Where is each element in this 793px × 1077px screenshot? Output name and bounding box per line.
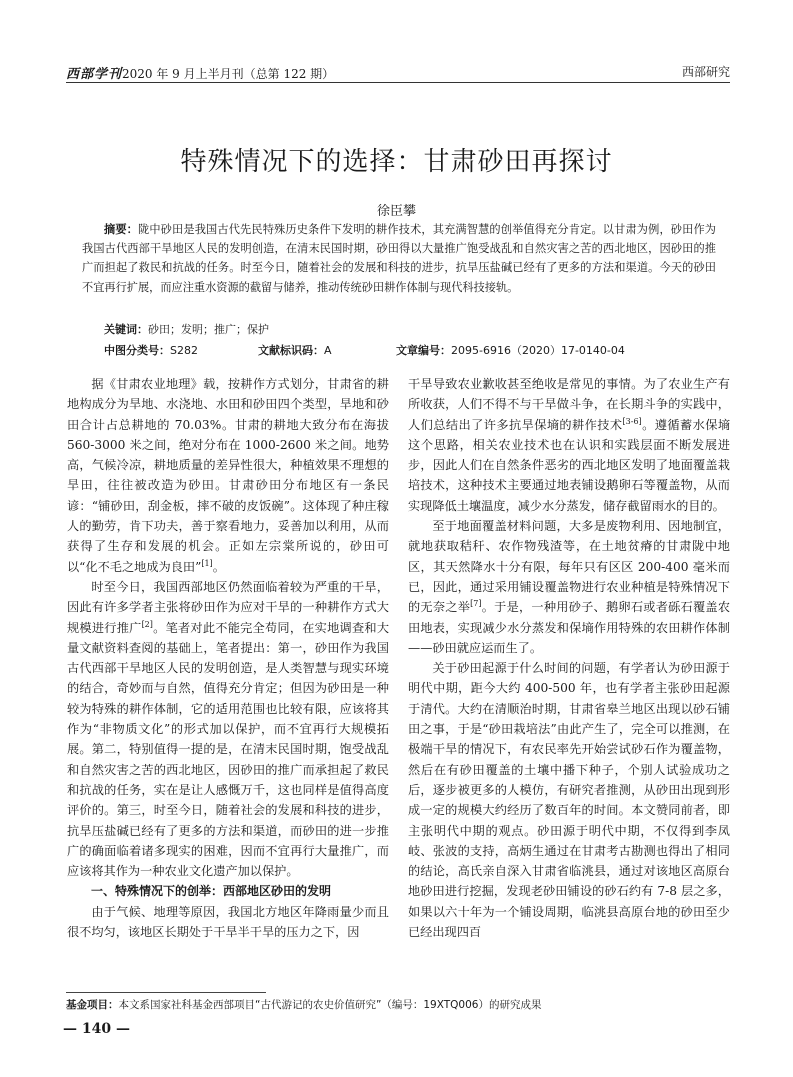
abstract-text: 陇中砂田是我国古代先民特殊历史条件下发明的耕作技术，其充满智慧的创举值得充分肯定。以甘肃为例，砂田作为我国古代西部干旱地区人民的发明创造，在清末民国时期，砂田得以大量推广饱受战乱和自然灾害之苦的西北地区，因砂田的推广而担起了救民和抗战的任务。时至今日，随着社会的发展和科技的进步，抗旱压盐碱已经有了更多的方法和渠道。今天的砂田不宜再行扩展，而应注重水资源的截留与储养，推动传统砂田耕作体制与现代科技接轨。 (82, 223, 716, 294)
article-label: 文章编号： (396, 344, 451, 357)
section-heading: 一、特殊情况下的创举：西部地区砂田的发明 (91, 884, 332, 899)
left-column (67, 374, 389, 942)
paragraph (67, 374, 389, 577)
clc-label: 中图分类号： (104, 344, 170, 357)
footnote-label: 基金项目： (66, 999, 119, 1011)
doc-label: 文献标识码： (258, 344, 324, 357)
paragraph-text: 关于砂田起源于什么时间的问题，有学者认为砂田源于明代中期，距今大约 400-500 年，也有学者主张砂田起源于清代。大约在清顺治时期，甘肃省皋兰地区出现以砂石铺田之事，于是“砂田栽培法”由此产生了，完全可以推测，在极端干旱的情况下，有农民率先开始尝试砂石作为覆盖物，然后在有砂田覆盖的土壤中播下种子，个别人试验成功之后，逐步被更多的人模仿，有研究者推测，从砂田出现到形成一定的规模大约经历了数百年的时间。本文赞同前者，即主张明代中期的观点。砂田源于明代中期，不仅得到李凤岐、张波的支持，高炳生通过在甘肃考古勘测也得出了相同的结论，高氏亲自深入甘肃省临洮县，通过对该地区高原台地砂田进行挖掘，发现老砂田铺设的砂石约有 7-8 层之多，如果以六十年为一个铺设周期，临洮县高原台地的砂田至少已经出现四百 (408, 661, 730, 940)
paragraph (67, 902, 389, 943)
header-left (66, 63, 334, 82)
issue-info: 2020 年 9 月上半月刊（总第 122 期） (122, 67, 335, 81)
paragraph-text: 据《甘肃农业地理》载，按耕作方式划分，甘肃省的耕地构成分为旱地、水浇地、水田和砂田四个类型，旱地和砂田合计占总耕地的 70.03%。甘肃的耕地大致分布在海拔 560-3000 米之间，绝对分布在 1000-2600 米之间。地势高，气候冷凉，耕地质量的差异性很大，种植效果不理想的旱田，往往被改造为砂田。甘肃砂田分布地区有一条民谚：“铺砂田，刮金板，摔不破的皮饭碗”。这体现了种庄稼人的勤劳，肯下功夫，善于察看地力，妥善加以利用，从而获得了生存和发展的机会。正如左宗棠所说的，砂田可以“化不毛之地成为良田” (67, 377, 389, 574)
running-header (66, 60, 730, 83)
article-meta (104, 342, 724, 358)
paragraph (408, 516, 730, 658)
paragraph-text: 。遵循蓄水保墒这个思路，相关农业技术也在认识和实践层面不断发展进步，因此人们在自然条件恶劣的西北地区发明了地面覆盖栽培技术，这种技术主要通过地表铺设鹅卵石等覆盖物，从而实现降低土壤温度，减少水分蒸发，储存截留雨水的目的。 (408, 417, 731, 513)
paragraph-text: 干旱导致农业歉收甚至绝收是常见的事情。为了农业生产有所收获，人们不得不与干旱做斗争，在长期斗争的实践中，人们总结出了许多抗旱保墒的耕作技术 (408, 377, 730, 432)
paragraph-text: 至于地面覆盖材料问题，大多是废物利用、因地制宜，就地获取秸秆、农作物残渣等，在土地贫瘠的甘肃陇中地区，其天然降水十分有限，每年只有区区 200-400 毫米而已，因此，通过采用铺设覆盖物进行农业种植是特殊情况下的无奈之举 (408, 519, 730, 615)
paragraph-text: 由于气候、地理等原因，我国北方地区年降雨量少而且很不均匀，该地区长期处于干旱半干旱的压力之下，因 (67, 904, 389, 940)
citation: [2] (141, 619, 153, 629)
footnote (66, 997, 730, 1012)
journal-name: 西部学刊 (66, 67, 123, 82)
author-name: 徐臣攀 (376, 204, 416, 219)
paragraph-text: 。 (212, 559, 225, 574)
article-value: 2095-6916（2020）17-0140-04 (451, 344, 625, 357)
section-name: 西部研究 (681, 65, 730, 79)
paragraph-text: 。笔者对此不能完全苟同，在实地调查和大量文献资料查阅的基础上，笔者提出：第一，砂田作为我国古代西部干旱地区人民的发明创造，是人类智慧与现实环境的结合，奇妙而与自然，值得充分肯定；但因为砂田是一种较为特殊的耕作体制，它的适用范围也比较有限，应该将其作为“非物质文化”的形式加以保护，而不宜再行大规模拓展。第二，特别值得一提的是，在清末民国时期，饱受战乱和自然灾害之苦的西北地区，因砂田的推广而承担起了救民和抗战的任务，实在是让人感慨万千，这也同样是值得高度评价的。第三，时至今日，随着社会的发展和科技的进步，抗旱压盐碱已经有了更多的方法和渠道，而砂田的进一步推广的确面临着诸多现实的困难，因而不宜再行大量推广，而应该将其作为一种农业文化遗产加以保护。 (67, 620, 390, 879)
footnote-text: 本文系国家社科基金西部项目“古代游记的农史价值研究”（编号：19XTQ006）的研究成果 (118, 999, 542, 1011)
paragraph (67, 577, 389, 881)
paragraph (408, 374, 730, 516)
article-number (396, 342, 625, 358)
citation: [7] (470, 599, 482, 609)
clc-value: S282 (170, 344, 198, 357)
citation: [3-6] (622, 416, 642, 426)
keywords-label: 关键词： (104, 323, 148, 336)
clc-number (104, 342, 198, 358)
right-column (408, 374, 730, 942)
paragraph-text: 时至今日，我国西部地区仍然面临着较为严重的干旱，因此有许多学者主张将砂田作为应对干旱的一种耕作方式大规模进行推广 (67, 579, 389, 635)
abstract (82, 220, 716, 297)
paragraph-text: 。于是，一种用砂子、鹅卵石或者砾石覆盖农田地表，实现减少水分蒸发和保墒作用特殊的农田耕作体制——砂田就应运而生了。 (408, 600, 731, 655)
citation: [1] (201, 558, 213, 568)
paragraph (408, 658, 730, 942)
footnote-rule (66, 992, 266, 993)
article-title: 特殊情况下的选择：甘肃砂田再探讨 (180, 147, 613, 177)
abstract-label: 摘要： (104, 223, 139, 236)
page-number: — 140 — (63, 1021, 130, 1037)
keywords (104, 321, 714, 337)
doc-value: A (324, 344, 332, 357)
doc-code (258, 342, 332, 358)
keywords-text: 砂田；发明；推广；保护 (148, 323, 269, 336)
